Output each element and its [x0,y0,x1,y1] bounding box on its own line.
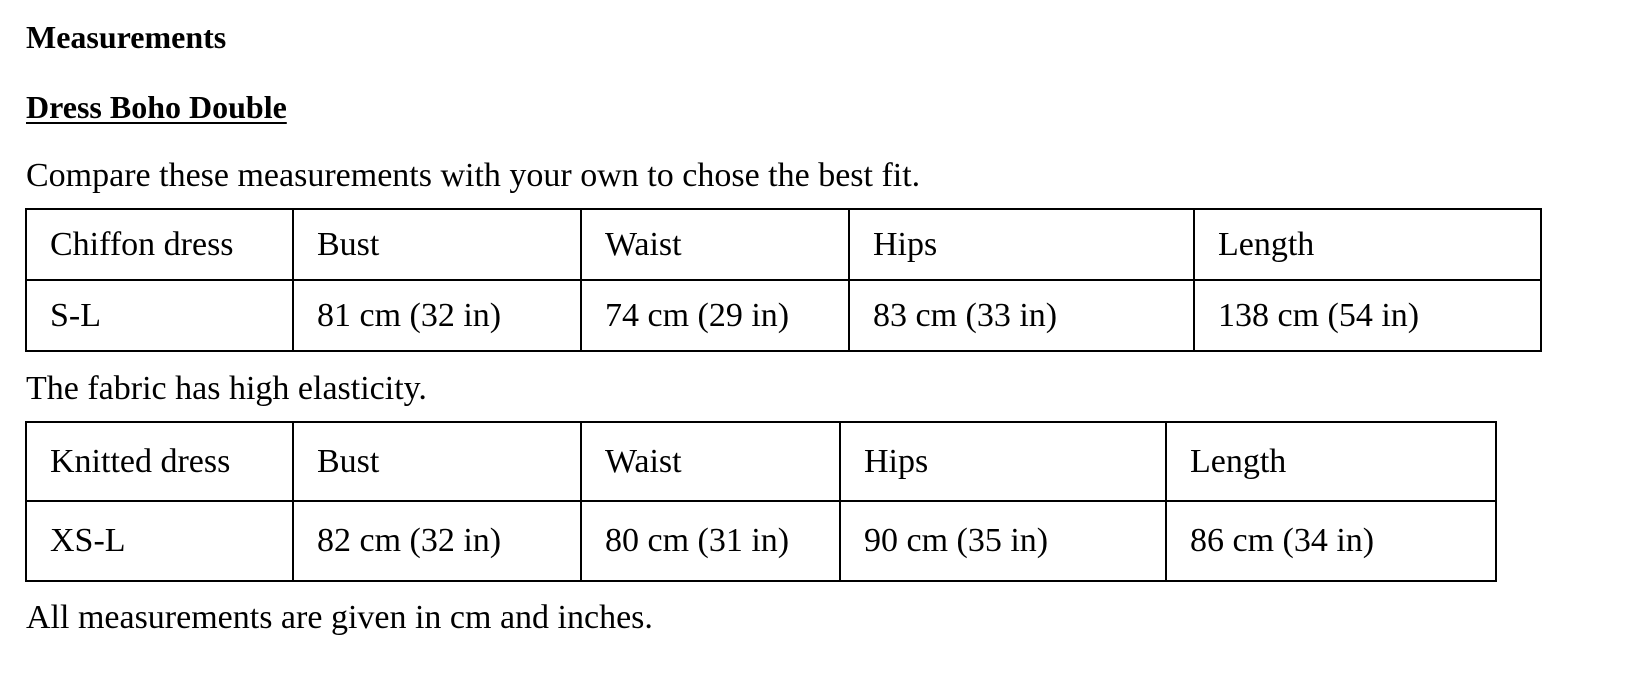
table-header-cell: Knitted dress [26,422,293,501]
units-note: All measurements are given in cm and inches. [26,599,653,636]
table-header-cell: Chiffon dress [26,209,293,280]
intro-text: Compare these measurements with your own to chose the best fit. [26,157,921,194]
table-cell: 86 cm (34 in) [1166,501,1496,581]
table-header-cell: Length [1166,422,1496,501]
table-row [26,501,1496,581]
table-cell: XS-L [26,501,293,581]
table-cell: 82 cm (32 in) [293,501,581,581]
table-cell: 80 cm (31 in) [581,501,840,581]
product-title: Dress Boho Double [26,89,287,125]
table-header-row [26,422,1496,501]
table-header-row [26,209,1541,280]
table-header-cell: Hips [849,209,1194,280]
table-cell: 74 cm (29 in) [581,280,849,351]
table-cell: 138 cm (54 in) [1194,280,1541,351]
table-header-cell: Bust [293,422,581,501]
page-title: Measurements [26,19,227,55]
table-cell: 90 cm (35 in) [840,501,1166,581]
table-header-cell: Length [1194,209,1541,280]
chiffon-dress-table [25,208,1542,352]
table-header-cell: Waist [581,209,849,280]
elasticity-note: The fabric has high elasticity. [26,370,427,407]
table-cell: S-L [26,280,293,351]
table-header-cell: Hips [840,422,1166,501]
table-header-cell: Waist [581,422,840,501]
table-row [26,280,1541,351]
table-header-cell: Bust [293,209,581,280]
table-cell: 83 cm (33 in) [849,280,1194,351]
knitted-dress-table [25,421,1497,582]
table-cell: 81 cm (32 in) [293,280,581,351]
